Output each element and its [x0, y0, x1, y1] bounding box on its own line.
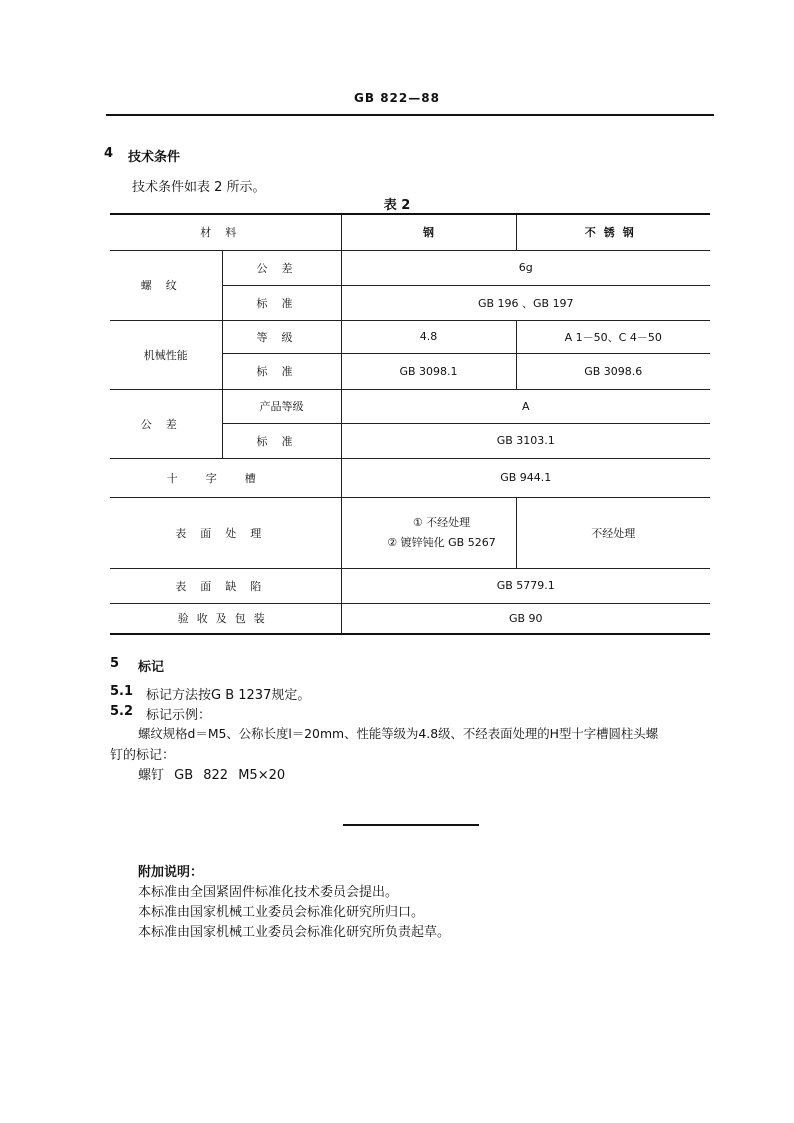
header-rule	[106, 114, 714, 116]
mech-std-stainless: GB 3098.6	[516, 353, 710, 389]
surface-treatment-steel	[341, 497, 516, 568]
header-steel: 钢	[341, 214, 516, 250]
spec-table	[110, 213, 710, 635]
surface-option-1: ① 不经处理	[412, 515, 471, 529]
section-4-title: 技术条件	[128, 150, 181, 165]
clause-5-2-text: 标记示例：	[146, 708, 212, 723]
marking-example-line-2: 钉的标记：	[110, 748, 176, 763]
tolerance-prod-label: 产品等级	[222, 389, 341, 423]
notes-divider	[343, 824, 479, 826]
table-row	[110, 320, 710, 353]
table-row	[110, 214, 710, 250]
acceptance-value: GB 90	[341, 603, 710, 634]
table-row	[110, 389, 710, 423]
mech-std-steel: GB 3098.1	[341, 353, 516, 389]
section-4-number: 4	[104, 146, 114, 161]
thread-tol-value: 6g	[341, 250, 710, 285]
tolerance-std-value: GB 3103.1	[341, 423, 710, 458]
marking-example-mark: 螺钉 GB 822 M5×20	[138, 768, 286, 783]
section-4-intro: 技术条件如表 2 所示。	[132, 180, 266, 195]
surface-treatment-label: 表面处理	[110, 497, 341, 568]
table-row	[110, 603, 710, 634]
surface-defects-label: 表面缺陷	[110, 568, 341, 603]
header-material: 材料	[110, 214, 341, 250]
mech-grade-stainless: A 1－50、C 4－50	[516, 320, 710, 353]
clause-5-2-number: 5.2	[110, 704, 134, 719]
notes-line-2: 本标准由国家机械工业委员会标准化研究所归口。	[138, 905, 425, 920]
mech-grade-steel: 4.8	[341, 320, 516, 353]
surface-treatment-stainless: 不经处理	[516, 497, 710, 568]
acceptance-label: 验收及包装	[110, 603, 341, 634]
mech-std-label: 标准	[222, 353, 341, 389]
section-5-title: 标记	[138, 660, 165, 675]
mech-group: 机械性能	[110, 320, 222, 389]
thread-group: 螺纹	[110, 250, 222, 320]
cross-recess-label: 十字槽	[110, 458, 341, 497]
thread-std-value: GB 196 、GB 197	[341, 285, 710, 320]
surface-defects-value: GB 5779.1	[341, 568, 710, 603]
tolerance-group: 公差	[110, 389, 222, 458]
surface-option-2: ② 镀锌钝化 GB 5267	[387, 535, 496, 549]
tolerance-std-label: 标准	[222, 423, 341, 458]
notes-line-3: 本标准由国家机械工业委员会标准化研究所负责起草。	[138, 925, 451, 940]
table-row	[110, 568, 710, 603]
cross-recess-value: GB 944.1	[341, 458, 710, 497]
section-5-number: 5	[110, 656, 120, 671]
notes-title: 附加说明：	[138, 865, 204, 880]
table-row	[110, 458, 710, 497]
standard-number-header: GB 822—88	[354, 91, 440, 105]
mech-grade-label: 等级	[222, 320, 341, 353]
clause-5-1-text: 标记方法按G B 1237规定。	[146, 688, 311, 703]
thread-tol-label: 公差	[222, 250, 341, 285]
table-row	[110, 497, 710, 568]
table-caption: 表 2	[383, 198, 411, 213]
header-stainless: 不锈钢	[516, 214, 710, 250]
table-row	[110, 250, 710, 285]
marking-example-line-1: 螺纹规格d＝M5、公称长度l＝20mm、性能等级为4.8级、不经表面处理的H型十字槽圆柱头螺	[138, 726, 659, 741]
notes-line-1: 本标准由全国紧固件标准化技术委员会提出。	[138, 885, 399, 900]
thread-std-label: 标准	[222, 285, 341, 320]
tolerance-prod-value: A	[341, 389, 710, 423]
clause-5-1-number: 5.1	[110, 684, 134, 699]
